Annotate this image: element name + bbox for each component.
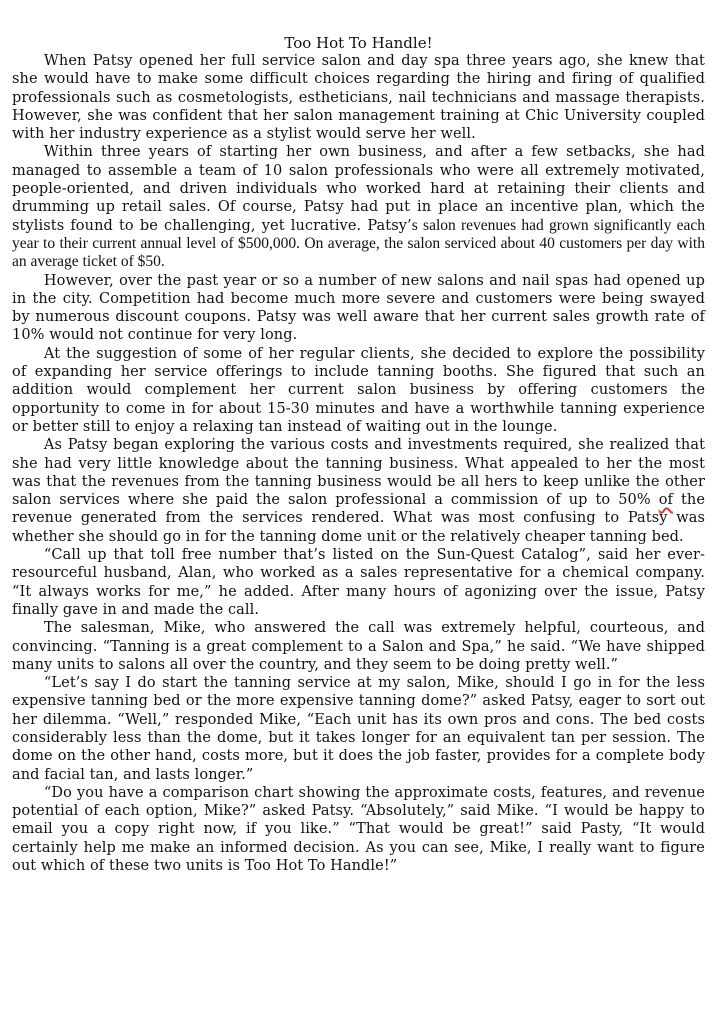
paragraph-6: “Call up that toll free number that’s listed on the Sun-Quest Catalog”, said her ever-resourceful husband, Alan, who worked as a sales representative for a chemical company. “It always works for me,” he added. After many hours of agonizing over the issue, Patsy finally gave in and made the call.: [12, 547, 705, 618]
paragraph-5-part-b: the revenue generated from the services rendered. What was most confusing to Patsy was whether she should go in for the tanning dome unit or the relatively cheaper tanning bed.: [12, 492, 705, 545]
paragraph-4: At the suggestion of some of her regular clients, she decided to explore the possibility of expanding her service offerings to include tanning booths. She figured that such an addition would complement her current salon business by offering customers the opportunity to come in for about 15-30 minutes and have a worthwhile tanning experience or better still to enjoy a relaxing tan instead of waiting out in the lounge.: [12, 345, 705, 435]
paragraph-2: [12, 143, 705, 271]
paragraph-9: “Do you have a comparison chart showing the approximate costs, features, and revenue potential of each option, Mike?” asked Patsy. “Absolutely,” said Mike. “I would be happy to email you a copy right now, if you like.” “That would be great!” said Pasty, “It would certainly help me make an informed decision. As you can see, Mike, I really want to figure out which of these two units is Too Hot To Handle!”: [12, 784, 705, 875]
paragraph-7: The salesman, Mike, who answered the call was extremely helpful, courteous, and convincing. “Tanning is a great complement to a Salon and Spa,” he said. “We have shipped many units to salons all over the country, and they seem to be doing pretty well.”: [12, 620, 705, 673]
paragraph-3: However, over the past year or so a number of new salons and nail spas had opened up in the city. Competition had become much more severe and customers were being swayed by numerous discount coupons. Patsy was well aware that her current sales growth rate of 10% would not continue for very long.: [12, 272, 705, 344]
paragraph-8: “Let’s say I do start the tanning service at my salon, Mike, should I go in for the less expensive tanning bed or the more expensive tanning dome?” asked Patsy, eager to sort out her dilemma. “Well,” responded Mike, “Each unit has its own pros and cons. The bed costs considerably less than the dome, but it takes longer for an equivalent tan per session. The dome on the other hand, costs more, but it does the job faster, provides for a complete body and facial tan, and lasts longer.”: [12, 675, 705, 783]
paragraph-2-part-a: Within three years of starting her own business, and after a few setbacks, she had managed to assemble a team of 10 salon professionals who were all extremely motivated, people-oriented, and driven individuals who worked hard at retaining their clients and drumming up retail sales. Of course, Patsy had put in place an incentive plan, which the stylists found to be challenging, yet lucrative. Patsy’: [12, 144, 705, 234]
paragraph-2-part-b: s salon revenues had grown significantly each year to their current annual level of $500,000. On average, the salon serviced about 40 customers per day with an average ticket of $50.: [12, 216, 705, 271]
paragraph-5-part-a: As Patsy began exploring the various costs and investments required, she realized that she had very little knowledge about the tanning business. What appealed to her the most was that the revenues from the tanning business would be all hers to keep unlike the other salon services where she paid the salon professional a commission of up to 50%: [12, 437, 705, 509]
paragraph-1: When Patsy opened her full service salon and day spa three years ago, she knew that she would have to make some difficult choices regarding the hiring and firing of qualified professionals such as cosmetologists, estheticians, nail technicians and massage therapists. However, she was confident that her salon management training at Chic University coupled with her industry experience as a stylist would serve her well.: [12, 53, 705, 143]
paragraph-5: [12, 436, 705, 546]
spellcheck-flagged-word[interactable]: of: [658, 492, 673, 509]
document-title: Too Hot To Handle!: [284, 34, 433, 52]
